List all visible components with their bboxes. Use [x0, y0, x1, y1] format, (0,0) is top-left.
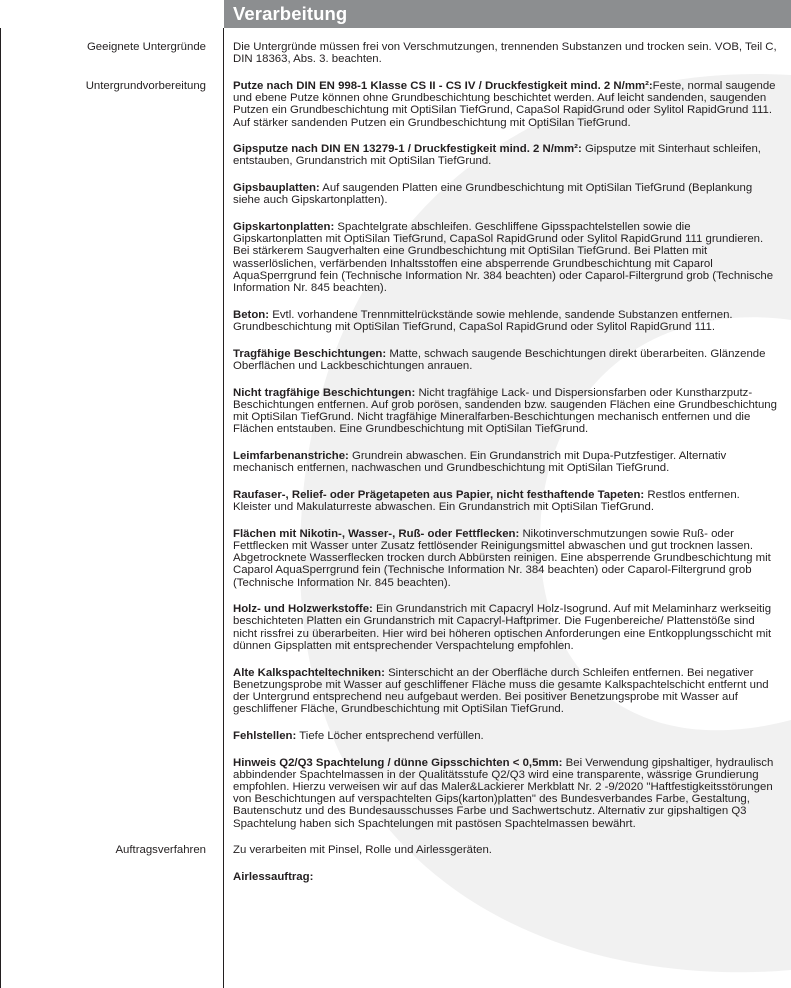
paragraph-heading: Nicht tragfähige Beschichtungen: [233, 386, 416, 399]
row-paragraph [233, 387, 779, 436]
row-paragraph [233, 182, 779, 206]
paragraph-heading: Flächen mit Nikotin-, Wasser-, Ruß- oder Fettflecken: [233, 527, 520, 540]
paragraph-heading: Holz- und Holzwerkstoffe: [233, 603, 373, 616]
paragraph-text: Feste, normal saugende und ebene Putze können ohne Grundbeschichtung beschichtet werden. Auf leicht sandenden, saugenden Putzen ein Grundbeschichtung mit OptiSilan TiefGrund, CapaSol RapidGrund oder Sylitol RapidGrund 111. Auf stärker sandenden Putzen ein Grundbeschichtung mit OptiSilan TiefGrund. [233, 79, 776, 129]
row-paragraph [233, 450, 779, 474]
paragraph-text: Nicht tragfähige Lack- und Dispersionsfarben oder Kunstharzputz-Beschichtungen entfernen. Auf grob porösen, sandenden bzw. saugenden Flächen eine Grundbeschichtung mit OptiSilan TiefGrund. Nicht tragfähige Mineralfarben-Beschichtungen mechanisch entfernen und die Flächen entstauben. Eine Grundbeschichtung mit OptiSilan TiefGrund. [233, 386, 777, 436]
paragraph-text: Spachtelgrate abschleifen. Geschliffene Gipsspachtelstellen sowie die Gipskartonplatten mit OptiSilan TiefGrund, CapaSol RapidGrund oder Sylitol RapidGrund 111 grundieren. Bei stärkerem Saugverhalten eine Grundbeschichtung mit OptiSilan TiefGrund. Bei Platten mit wasserlöslichen, verfärbenden Inhaltsstoffen eine absperrende Grundbeschichtung mit Caparol AquaSperrgrund fein (Technische Information Nr. 384 beachten) oder Caparol-Filtergrund grob (Technische Information Nr. 845 beachten). [233, 221, 774, 295]
row-paragraph [233, 348, 779, 372]
paragraph-heading: Putze nach DIN EN 998-1 Klasse CS II - CS IV / Druckfestigkeit mind. 2 N/mm²: [233, 79, 653, 92]
paragraph-text: Nikotinverschmutzungen sowie Ruß- oder Fettflecken mit Wasser unter Zusatz fettlösender Reinigungsmittel abwaschen und gut trocknen lassen. Abgetrocknete Wasserflecken trocken durch Abbürsten reinigen. Eine absperrende Grundbeschichtung mit Caparol AquaSperrgrund fein (Technische Information Nr. 384 beachten) oder Caparol-Filtergrund grob (Technische Information Nr. 845 beachten). [233, 527, 771, 589]
row-paragraph [233, 309, 779, 333]
row-body [233, 41, 779, 65]
paragraph-text: Evtl. vorhandene Trennmittelrückstände sowie mehlende, sandende Substanzen entfernen. Grundbeschichtung mit OptiSilan TiefGrund, CapaSol RapidGrund oder Sylitol RapidGrund 111. [233, 308, 733, 333]
row-label: Geeignete Untergründe [86, 41, 206, 53]
paragraph-text: Matte, schwach saugende Beschichtungen direkt überarbeiten. Glänzende Oberflächen und Lackbeschichtungen anrauen. [233, 347, 766, 372]
row-paragraph [233, 757, 779, 830]
paragraph-heading: Tragfähige Beschichtungen: [233, 347, 387, 360]
paragraph-heading: Gipsputze nach DIN EN 13279-1 / Druckfestigkeit mind. 2 N/mm²: [233, 143, 582, 156]
row-paragraph [233, 871, 779, 883]
paragraph-text: Ein Grundanstrich mit Capacryl Holz-Isogrund. Auf mit Melaminharz werkseitig beschichteten Platten ein Grundanstrich mit Capacryl-Haftprimer. Die Fugenbereiche/ Plattenstöße sind nicht rissfrei zu überarbeiten. Hier wird bei höheren optischen Anforderungen eine Entkopplungsschicht mit dünnen Gipsplatten mit entsprechender Verspachtelung empfohlen. [233, 603, 772, 652]
row-paragraph [233, 844, 779, 856]
paragraph-text: Bei Verwendung gipshaltiger, hydraulisch abbindender Spachtelmassen in der Qualitätsstufe Q2/Q3 wird eine transparente, wässrige Grundierung empfohlen. Hierzu verweisen wir auf das Maler&Lackierer Merkblatt Nr. 2 -9/2020 "Haftfestigkeitsstörungen von Beschichtungen auf verspachtelten Gips(karton)platten" des Bundesverbandes Farbe, Gestaltung, Bautenschutz und des Bundesausschusses Farbe und Sachwertschutz. Alternativ zur gipshaltigen Q3 Spachtelung haben sich Spachtelungen mit pastösen Spachtelmassen bewährt. [233, 756, 774, 830]
row-label: Untergrundvorbereitung [85, 79, 206, 92]
row-paragraph [233, 143, 779, 167]
paragraph-text: Die Untergründe müssen frei von Verschmutzungen, trennenden Substanzen und trocken sein. VOB, Teil C, DIN 18363, Abs. 3. beachten. [233, 41, 777, 66]
row-paragraph [233, 730, 779, 742]
paragraph-heading: Fehlstellen: [233, 729, 297, 742]
paragraph-heading: Gipsbauplatten: [233, 182, 320, 195]
paragraph-heading: Leimfarbenanstriche: [233, 449, 349, 462]
row-paragraph [233, 221, 779, 294]
row-body [233, 80, 779, 830]
row-paragraph [233, 41, 779, 65]
spec-row [0, 41, 791, 65]
row-paragraph [233, 603, 779, 652]
section-title: Verarbeitung [233, 3, 348, 24]
row-paragraph [233, 80, 779, 129]
row-body [233, 844, 779, 883]
paragraph-heading: Gipskartonplatten: [233, 221, 335, 234]
paragraph-heading: Airlessauftrag: [233, 870, 314, 883]
header-left-blank [0, 0, 224, 28]
spec-row [0, 80, 791, 830]
paragraph-text: Gipsputze mit Sinterhaut schleifen, entstauben, Grundanstrich mit OptiSilan TiefGrund. [233, 143, 761, 168]
paragraph-text: Auf saugenden Platten eine Grundbeschichtung mit OptiSilan TiefGrund (Beplankung siehe auch Gipskartonplatten). [233, 182, 753, 207]
paragraph-heading: Alte Kalkspachteltechniken: [233, 666, 385, 679]
paragraph-heading: Beton: [233, 308, 270, 321]
section-header [0, 0, 791, 28]
row-paragraph [233, 528, 779, 589]
paragraph-heading: Hinweis Q2/Q3 Spachtelung / dünne Gipsschichten < 0,5mm: [233, 756, 563, 769]
paragraph-text: Grundrein abwaschen. Ein Grundanstrich mit Dupa-Putzfestiger. Alternativ mechanisch entfernen, nachwaschen und Grundbeschichtung mit OptiSilan TiefGrund. [233, 449, 727, 475]
section-content [0, 41, 791, 898]
spec-row [0, 844, 791, 883]
paragraph-text: Restlos entfernen. Kleister und Makulaturreste abwaschen. Ein Grundanstrich mit OptiSilan TiefGrund. [233, 488, 740, 513]
row-paragraph [233, 667, 779, 716]
paragraph-heading: Raufaser-, Relief- oder Prägetapeten aus Papier, nicht festhaftende Tapeten: [233, 488, 645, 501]
paragraph-text: Tiefe Löcher entsprechend verfüllen. [296, 729, 484, 742]
paragraph-text: Zu verarbeiten mit Pinsel, Rolle und Airlessgeräten. [233, 844, 492, 857]
paragraph-text: Sinterschicht an der Oberfläche durch Schleifen entfernen. Bei negativer Benetzungsprobe mit Wasser auf geschliffener Fläche muss die gesamte Kalkspachtelschicht entfernt und der Untergrund entsprechend neu aufgebaut werden. Bei positiver Benetzungsprobe mit Wasser auf geschliffener Fläche, Grundbeschichtung mit OptiSilan TiefGrund. [233, 666, 769, 716]
row-label: Auftragsverfahren [115, 844, 206, 857]
row-paragraph [233, 489, 779, 513]
